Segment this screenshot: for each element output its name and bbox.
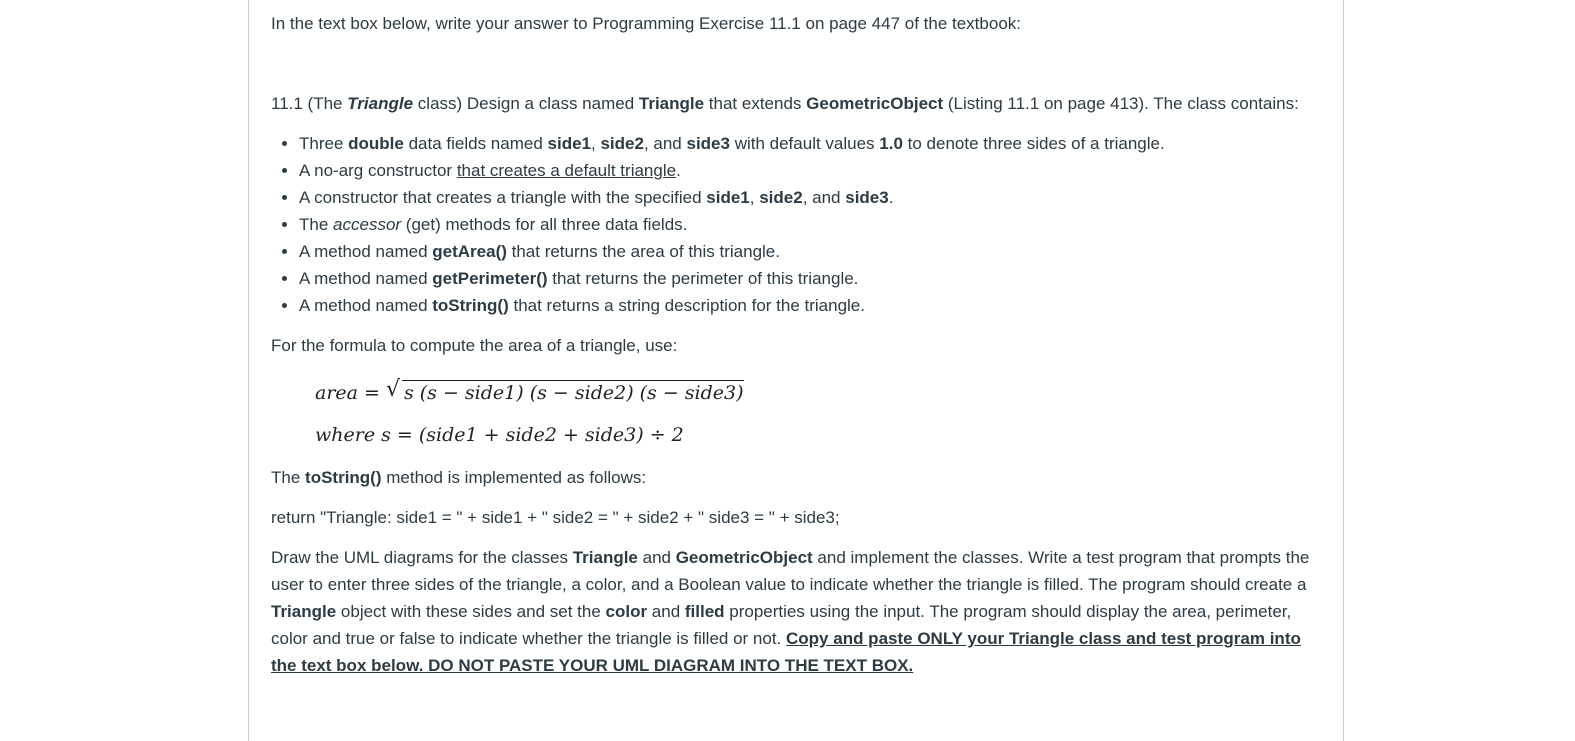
list-item: • A no-arg constructor that creates a default triangle. [299, 157, 1321, 184]
sqrt-icon: √ [385, 377, 401, 402]
list-item: • A method named getPerimeter() that returns the perimeter of this triangle. [299, 265, 1321, 292]
triangle-italic: Triangle [347, 94, 414, 113]
default-triangle-link[interactable]: that creates a default triangle [456, 161, 677, 180]
geometric-object-name: GeometricObject [806, 94, 944, 113]
list-item: • A method named getArea() that returns the area of this triangle. [299, 238, 1321, 265]
question-content [271, 10, 1321, 692]
return-statement: return "Triangle: side1 = " + side1 + " side2 = " + side2 + " side3 = " + side3; [271, 508, 840, 527]
list-item: • Three double data fields named side1, side2, and side3 with default values 1.0 to denote three sides of a triangle. [299, 130, 1321, 157]
triangle-class-name: Triangle [638, 94, 705, 113]
where-equation: where s = (side1 + side2 + side3) ÷ 2 [315, 424, 684, 446]
exercise-description: 11.1 (The Triangle class) Design a class named Triangle that extends GeometricObject (Listing 11.1 on page 413). The class contains: [271, 94, 1299, 113]
list-item: • The accessor (get) methods for all three data fields. [299, 211, 1321, 238]
list-item: • A constructor that creates a triangle with the specified side1, side2, and side3. [299, 184, 1321, 211]
formula-intro: For the formula to compute the area of a triangle, use: [271, 336, 678, 355]
question-panel [248, 0, 1344, 741]
square-root: √ s (s − side1) (s − side2) (s − side3) [386, 372, 744, 414]
requirements-list [271, 130, 1321, 319]
intro-text: In the text box below, write your answer to Programming Exercise 11.1 on page 447 of the textbook: [271, 14, 1021, 33]
list-item: • A method named toString() that returns a string description for the triangle. [299, 292, 1321, 319]
paste-warning: Copy and paste ONLY your Triangle class and test program into the text box below. DO NOT PASTE YOUR UML DIAGRAM INTO THE TEXT BOX. [271, 629, 1301, 675]
tostring-intro: The toString() method is implemented as follows: [271, 468, 647, 487]
uml-instructions: Draw the UML diagrams for the classes Triangle and GeometricObject and implement the classes. Write a test program that prompts the user to enter three sides of the triangle, a color, and a Boolean value to indicate whether the triangle is filled. The program should create a Triangle object with these sides and set the color and filled properties using the input. The program should display the area, perimeter, color and true or false to indicate whether the triangle is filled or not. Copy and paste ONLY your Triangle class and test program into the text box below. DO NOT PASTE YOUR UML DIAGRAM INTO THE TEXT BOX. [271, 548, 1310, 675]
area-equation: area = √ s (s − side1) (s − side2) (s − side3) [315, 372, 1321, 414]
area-formula [271, 372, 1321, 456]
